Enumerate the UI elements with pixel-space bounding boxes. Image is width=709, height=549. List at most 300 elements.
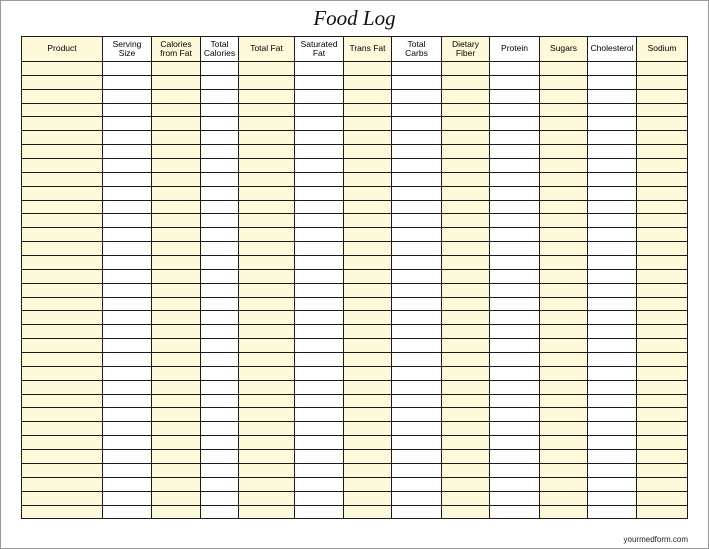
entry-cell[interactable] <box>103 269 152 283</box>
entry-cell[interactable] <box>152 339 201 353</box>
entry-cell[interactable] <box>442 353 490 367</box>
entry-cell[interactable] <box>152 145 201 159</box>
entry-cell[interactable] <box>22 491 103 505</box>
entry-cell[interactable] <box>295 353 344 367</box>
entry-cell[interactable] <box>540 450 588 464</box>
entry-cell[interactable] <box>103 103 152 117</box>
entry-cell[interactable] <box>344 62 392 76</box>
entry-cell[interactable] <box>22 131 103 145</box>
entry-cell[interactable] <box>540 269 588 283</box>
entry-cell[interactable] <box>392 450 442 464</box>
entry-cell[interactable] <box>540 131 588 145</box>
entry-cell[interactable] <box>442 450 490 464</box>
entry-cell[interactable] <box>442 269 490 283</box>
entry-cell[interactable] <box>152 228 201 242</box>
entry-cell[interactable] <box>22 228 103 242</box>
entry-cell[interactable] <box>442 366 490 380</box>
entry-cell[interactable] <box>152 297 201 311</box>
entry-cell[interactable] <box>152 463 201 477</box>
entry-cell[interactable] <box>344 436 392 450</box>
entry-cell[interactable] <box>588 103 637 117</box>
entry-cell[interactable] <box>490 228 540 242</box>
entry-cell[interactable] <box>103 297 152 311</box>
entry-cell[interactable] <box>490 256 540 270</box>
entry-cell[interactable] <box>392 89 442 103</box>
entry-cell[interactable] <box>295 325 344 339</box>
entry-cell[interactable] <box>239 159 295 173</box>
entry-cell[interactable] <box>201 380 239 394</box>
entry-cell[interactable] <box>201 131 239 145</box>
entry-cell[interactable] <box>392 186 442 200</box>
entry-cell[interactable] <box>637 477 688 491</box>
entry-cell[interactable] <box>442 103 490 117</box>
entry-cell[interactable] <box>442 297 490 311</box>
entry-cell[interactable] <box>22 269 103 283</box>
entry-cell[interactable] <box>201 186 239 200</box>
entry-cell[interactable] <box>392 491 442 505</box>
entry-cell[interactable] <box>22 505 103 519</box>
entry-cell[interactable] <box>103 200 152 214</box>
entry-cell[interactable] <box>540 75 588 89</box>
entry-cell[interactable] <box>201 269 239 283</box>
entry-cell[interactable] <box>442 186 490 200</box>
entry-cell[interactable] <box>442 242 490 256</box>
entry-cell[interactable] <box>540 214 588 228</box>
entry-cell[interactable] <box>637 394 688 408</box>
entry-cell[interactable] <box>344 408 392 422</box>
entry-cell[interactable] <box>392 463 442 477</box>
entry-cell[interactable] <box>588 491 637 505</box>
entry-cell[interactable] <box>490 366 540 380</box>
entry-cell[interactable] <box>295 491 344 505</box>
entry-cell[interactable] <box>490 62 540 76</box>
entry-cell[interactable] <box>22 186 103 200</box>
entry-cell[interactable] <box>22 103 103 117</box>
entry-cell[interactable] <box>344 214 392 228</box>
entry-cell[interactable] <box>442 117 490 131</box>
entry-cell[interactable] <box>201 214 239 228</box>
entry-cell[interactable] <box>239 75 295 89</box>
entry-cell[interactable] <box>295 103 344 117</box>
entry-cell[interactable] <box>540 408 588 422</box>
entry-cell[interactable] <box>152 159 201 173</box>
entry-cell[interactable] <box>152 436 201 450</box>
entry-cell[interactable] <box>201 89 239 103</box>
entry-cell[interactable] <box>637 408 688 422</box>
entry-cell[interactable] <box>295 422 344 436</box>
entry-cell[interactable] <box>344 283 392 297</box>
entry-cell[interactable] <box>588 159 637 173</box>
entry-cell[interactable] <box>239 269 295 283</box>
entry-cell[interactable] <box>152 505 201 519</box>
entry-cell[interactable] <box>442 491 490 505</box>
entry-cell[interactable] <box>239 311 295 325</box>
entry-cell[interactable] <box>295 269 344 283</box>
entry-cell[interactable] <box>103 450 152 464</box>
entry-cell[interactable] <box>22 450 103 464</box>
entry-cell[interactable] <box>295 242 344 256</box>
entry-cell[interactable] <box>588 477 637 491</box>
entry-cell[interactable] <box>152 394 201 408</box>
entry-cell[interactable] <box>637 214 688 228</box>
entry-cell[interactable] <box>201 117 239 131</box>
entry-cell[interactable] <box>295 311 344 325</box>
entry-cell[interactable] <box>588 311 637 325</box>
entry-cell[interactable] <box>588 339 637 353</box>
entry-cell[interactable] <box>103 491 152 505</box>
entry-cell[interactable] <box>103 62 152 76</box>
entry-cell[interactable] <box>540 159 588 173</box>
entry-cell[interactable] <box>637 505 688 519</box>
entry-cell[interactable] <box>201 325 239 339</box>
entry-cell[interactable] <box>442 325 490 339</box>
entry-cell[interactable] <box>152 186 201 200</box>
entry-cell[interactable] <box>540 242 588 256</box>
entry-cell[interactable] <box>103 242 152 256</box>
entry-cell[interactable] <box>103 311 152 325</box>
entry-cell[interactable] <box>540 103 588 117</box>
entry-cell[interactable] <box>22 172 103 186</box>
entry-cell[interactable] <box>239 408 295 422</box>
entry-cell[interactable] <box>152 89 201 103</box>
entry-cell[interactable] <box>295 450 344 464</box>
entry-cell[interactable] <box>637 131 688 145</box>
entry-cell[interactable] <box>588 394 637 408</box>
entry-cell[interactable] <box>103 366 152 380</box>
entry-cell[interactable] <box>344 463 392 477</box>
entry-cell[interactable] <box>392 131 442 145</box>
entry-cell[interactable] <box>22 380 103 394</box>
entry-cell[interactable] <box>540 228 588 242</box>
entry-cell[interactable] <box>540 491 588 505</box>
entry-cell[interactable] <box>588 186 637 200</box>
entry-cell[interactable] <box>344 117 392 131</box>
entry-cell[interactable] <box>201 394 239 408</box>
entry-cell[interactable] <box>103 228 152 242</box>
entry-cell[interactable] <box>637 172 688 186</box>
entry-cell[interactable] <box>295 62 344 76</box>
entry-cell[interactable] <box>344 380 392 394</box>
entry-cell[interactable] <box>152 117 201 131</box>
entry-cell[interactable] <box>295 339 344 353</box>
entry-cell[interactable] <box>201 297 239 311</box>
entry-cell[interactable] <box>588 353 637 367</box>
entry-cell[interactable] <box>588 145 637 159</box>
entry-cell[interactable] <box>295 89 344 103</box>
entry-cell[interactable] <box>588 463 637 477</box>
entry-cell[interactable] <box>201 463 239 477</box>
entry-cell[interactable] <box>637 117 688 131</box>
entry-cell[interactable] <box>392 366 442 380</box>
entry-cell[interactable] <box>103 172 152 186</box>
entry-cell[interactable] <box>490 450 540 464</box>
entry-cell[interactable] <box>295 256 344 270</box>
entry-cell[interactable] <box>239 89 295 103</box>
entry-cell[interactable] <box>22 256 103 270</box>
entry-cell[interactable] <box>490 408 540 422</box>
entry-cell[interactable] <box>344 297 392 311</box>
entry-cell[interactable] <box>442 214 490 228</box>
entry-cell[interactable] <box>490 131 540 145</box>
entry-cell[interactable] <box>392 353 442 367</box>
entry-cell[interactable] <box>540 380 588 394</box>
entry-cell[interactable] <box>152 422 201 436</box>
entry-cell[interactable] <box>490 159 540 173</box>
entry-cell[interactable] <box>540 62 588 76</box>
entry-cell[interactable] <box>344 103 392 117</box>
entry-cell[interactable] <box>295 214 344 228</box>
entry-cell[interactable] <box>637 186 688 200</box>
entry-cell[interactable] <box>442 339 490 353</box>
entry-cell[interactable] <box>295 463 344 477</box>
entry-cell[interactable] <box>392 228 442 242</box>
entry-cell[interactable] <box>152 408 201 422</box>
entry-cell[interactable] <box>392 380 442 394</box>
entry-cell[interactable] <box>295 408 344 422</box>
entry-cell[interactable] <box>22 145 103 159</box>
entry-cell[interactable] <box>239 214 295 228</box>
entry-cell[interactable] <box>637 353 688 367</box>
entry-cell[interactable] <box>201 311 239 325</box>
entry-cell[interactable] <box>442 75 490 89</box>
entry-cell[interactable] <box>540 477 588 491</box>
entry-cell[interactable] <box>344 131 392 145</box>
entry-cell[interactable] <box>392 75 442 89</box>
entry-cell[interactable] <box>344 256 392 270</box>
entry-cell[interactable] <box>442 422 490 436</box>
entry-cell[interactable] <box>442 408 490 422</box>
entry-cell[interactable] <box>239 117 295 131</box>
entry-cell[interactable] <box>490 186 540 200</box>
entry-cell[interactable] <box>22 366 103 380</box>
entry-cell[interactable] <box>295 436 344 450</box>
entry-cell[interactable] <box>442 311 490 325</box>
entry-cell[interactable] <box>22 242 103 256</box>
entry-cell[interactable] <box>201 242 239 256</box>
entry-cell[interactable] <box>588 283 637 297</box>
entry-cell[interactable] <box>392 172 442 186</box>
entry-cell[interactable] <box>103 131 152 145</box>
entry-cell[interactable] <box>588 242 637 256</box>
entry-cell[interactable] <box>22 339 103 353</box>
entry-cell[interactable] <box>392 436 442 450</box>
entry-cell[interactable] <box>201 408 239 422</box>
entry-cell[interactable] <box>392 422 442 436</box>
entry-cell[interactable] <box>490 477 540 491</box>
entry-cell[interactable] <box>392 145 442 159</box>
entry-cell[interactable] <box>103 159 152 173</box>
entry-cell[interactable] <box>442 228 490 242</box>
entry-cell[interactable] <box>201 339 239 353</box>
entry-cell[interactable] <box>392 408 442 422</box>
entry-cell[interactable] <box>490 422 540 436</box>
entry-cell[interactable] <box>344 89 392 103</box>
entry-cell[interactable] <box>344 477 392 491</box>
entry-cell[interactable] <box>442 89 490 103</box>
entry-cell[interactable] <box>540 311 588 325</box>
entry-cell[interactable] <box>588 422 637 436</box>
entry-cell[interactable] <box>540 366 588 380</box>
entry-cell[interactable] <box>392 214 442 228</box>
entry-cell[interactable] <box>637 62 688 76</box>
entry-cell[interactable] <box>540 505 588 519</box>
entry-cell[interactable] <box>637 145 688 159</box>
entry-cell[interactable] <box>637 200 688 214</box>
entry-cell[interactable] <box>637 75 688 89</box>
entry-cell[interactable] <box>103 117 152 131</box>
entry-cell[interactable] <box>490 242 540 256</box>
entry-cell[interactable] <box>588 89 637 103</box>
entry-cell[interactable] <box>344 269 392 283</box>
entry-cell[interactable] <box>239 450 295 464</box>
entry-cell[interactable] <box>490 269 540 283</box>
entry-cell[interactable] <box>201 172 239 186</box>
entry-cell[interactable] <box>442 436 490 450</box>
entry-cell[interactable] <box>637 436 688 450</box>
entry-cell[interactable] <box>152 200 201 214</box>
entry-cell[interactable] <box>540 339 588 353</box>
entry-cell[interactable] <box>490 117 540 131</box>
entry-cell[interactable] <box>239 283 295 297</box>
entry-cell[interactable] <box>540 145 588 159</box>
entry-cell[interactable] <box>490 297 540 311</box>
entry-cell[interactable] <box>637 159 688 173</box>
entry-cell[interactable] <box>22 62 103 76</box>
entry-cell[interactable] <box>588 62 637 76</box>
entry-cell[interactable] <box>490 491 540 505</box>
entry-cell[interactable] <box>344 228 392 242</box>
entry-cell[interactable] <box>295 186 344 200</box>
entry-cell[interactable] <box>239 394 295 408</box>
entry-cell[interactable] <box>239 297 295 311</box>
entry-cell[interactable] <box>540 283 588 297</box>
entry-cell[interactable] <box>239 131 295 145</box>
entry-cell[interactable] <box>588 269 637 283</box>
entry-cell[interactable] <box>392 62 442 76</box>
entry-cell[interactable] <box>344 172 392 186</box>
entry-cell[interactable] <box>152 214 201 228</box>
entry-cell[interactable] <box>588 450 637 464</box>
entry-cell[interactable] <box>344 339 392 353</box>
entry-cell[interactable] <box>152 103 201 117</box>
entry-cell[interactable] <box>442 505 490 519</box>
entry-cell[interactable] <box>588 256 637 270</box>
entry-cell[interactable] <box>239 366 295 380</box>
entry-cell[interactable] <box>239 491 295 505</box>
entry-cell[interactable] <box>637 422 688 436</box>
entry-cell[interactable] <box>588 117 637 131</box>
entry-cell[interactable] <box>588 214 637 228</box>
entry-cell[interactable] <box>22 283 103 297</box>
entry-cell[interactable] <box>201 353 239 367</box>
entry-cell[interactable] <box>490 463 540 477</box>
entry-cell[interactable] <box>540 422 588 436</box>
entry-cell[interactable] <box>201 283 239 297</box>
entry-cell[interactable] <box>490 89 540 103</box>
entry-cell[interactable] <box>22 436 103 450</box>
entry-cell[interactable] <box>540 436 588 450</box>
entry-cell[interactable] <box>22 422 103 436</box>
entry-cell[interactable] <box>239 325 295 339</box>
entry-cell[interactable] <box>295 200 344 214</box>
entry-cell[interactable] <box>344 145 392 159</box>
entry-cell[interactable] <box>442 380 490 394</box>
entry-cell[interactable] <box>22 325 103 339</box>
entry-cell[interactable] <box>201 103 239 117</box>
entry-cell[interactable] <box>540 297 588 311</box>
entry-cell[interactable] <box>442 131 490 145</box>
entry-cell[interactable] <box>22 408 103 422</box>
entry-cell[interactable] <box>152 450 201 464</box>
entry-cell[interactable] <box>239 256 295 270</box>
entry-cell[interactable] <box>239 505 295 519</box>
entry-cell[interactable] <box>201 505 239 519</box>
entry-cell[interactable] <box>392 477 442 491</box>
entry-cell[interactable] <box>22 89 103 103</box>
entry-cell[interactable] <box>588 172 637 186</box>
entry-cell[interactable] <box>392 117 442 131</box>
entry-cell[interactable] <box>637 366 688 380</box>
entry-cell[interactable] <box>295 380 344 394</box>
entry-cell[interactable] <box>588 505 637 519</box>
entry-cell[interactable] <box>344 75 392 89</box>
entry-cell[interactable] <box>637 228 688 242</box>
entry-cell[interactable] <box>392 339 442 353</box>
entry-cell[interactable] <box>392 325 442 339</box>
entry-cell[interactable] <box>344 505 392 519</box>
entry-cell[interactable] <box>392 505 442 519</box>
entry-cell[interactable] <box>295 172 344 186</box>
entry-cell[interactable] <box>540 117 588 131</box>
entry-cell[interactable] <box>637 242 688 256</box>
entry-cell[interactable] <box>295 145 344 159</box>
entry-cell[interactable] <box>442 145 490 159</box>
entry-cell[interactable] <box>103 325 152 339</box>
entry-cell[interactable] <box>239 242 295 256</box>
entry-cell[interactable] <box>22 463 103 477</box>
entry-cell[interactable] <box>295 228 344 242</box>
entry-cell[interactable] <box>152 353 201 367</box>
entry-cell[interactable] <box>103 214 152 228</box>
entry-cell[interactable] <box>201 256 239 270</box>
entry-cell[interactable] <box>344 491 392 505</box>
entry-cell[interactable] <box>152 283 201 297</box>
entry-cell[interactable] <box>103 394 152 408</box>
entry-cell[interactable] <box>239 103 295 117</box>
entry-cell[interactable] <box>103 75 152 89</box>
entry-cell[interactable] <box>201 62 239 76</box>
entry-cell[interactable] <box>392 283 442 297</box>
entry-cell[interactable] <box>588 366 637 380</box>
entry-cell[interactable] <box>152 269 201 283</box>
entry-cell[interactable] <box>540 353 588 367</box>
entry-cell[interactable] <box>201 422 239 436</box>
entry-cell[interactable] <box>637 380 688 394</box>
entry-cell[interactable] <box>344 366 392 380</box>
entry-cell[interactable] <box>103 256 152 270</box>
entry-cell[interactable] <box>637 89 688 103</box>
entry-cell[interactable] <box>637 325 688 339</box>
entry-cell[interactable] <box>22 117 103 131</box>
entry-cell[interactable] <box>22 75 103 89</box>
entry-cell[interactable] <box>637 339 688 353</box>
entry-cell[interactable] <box>103 145 152 159</box>
entry-cell[interactable] <box>442 172 490 186</box>
entry-cell[interactable] <box>152 172 201 186</box>
entry-cell[interactable] <box>201 200 239 214</box>
entry-cell[interactable] <box>344 242 392 256</box>
entry-cell[interactable] <box>344 450 392 464</box>
